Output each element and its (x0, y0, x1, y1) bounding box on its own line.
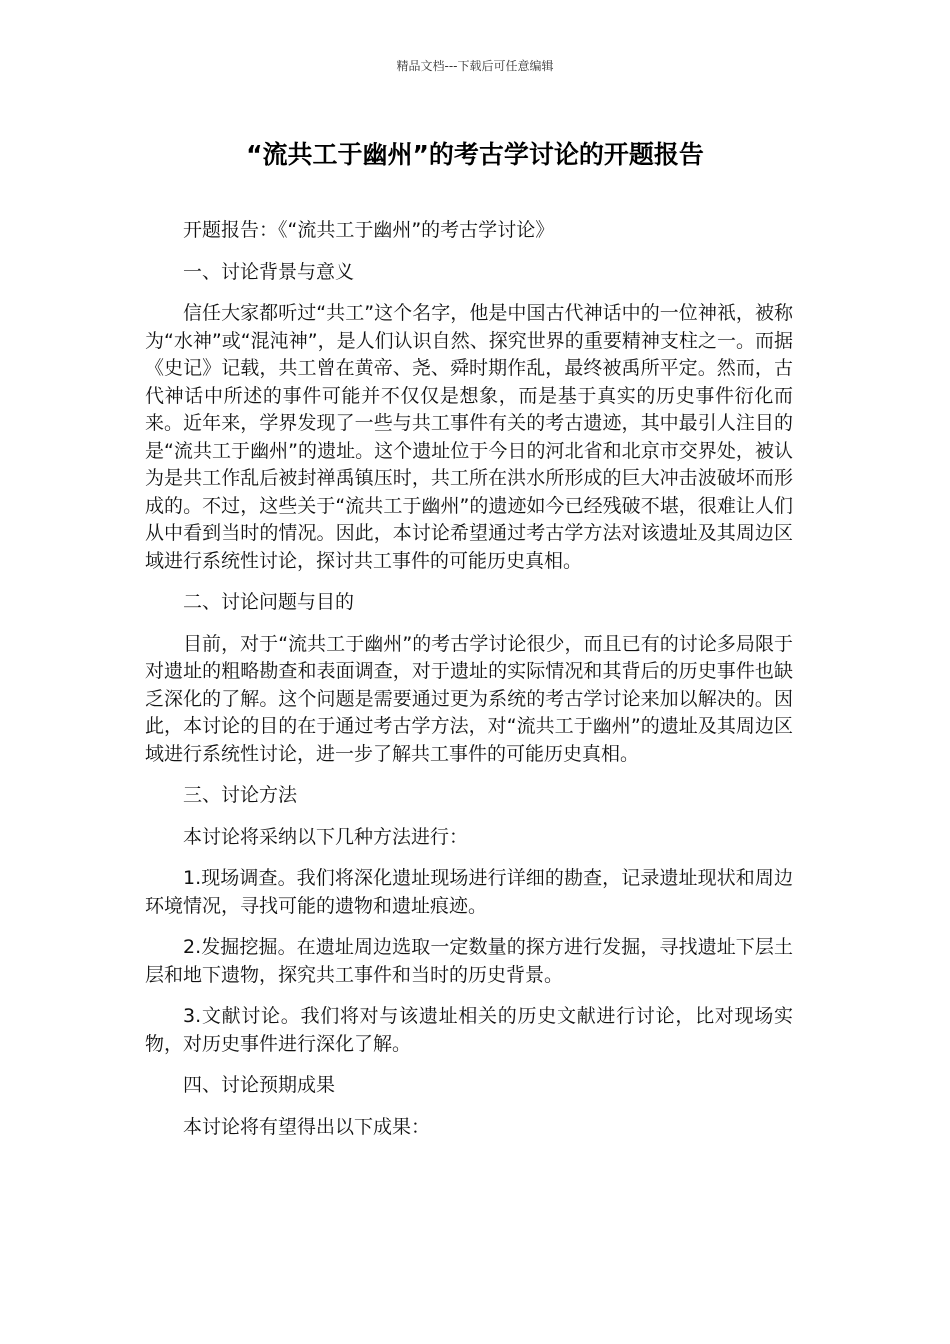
section-heading-background: 一、讨论背景与意义 (183, 260, 355, 283)
section-heading-methods: 三、讨论方法 (183, 784, 298, 806)
paragraph-outcomes: 本讨论将有望得出以下成果： (183, 1115, 431, 1138)
paragraph-methods-intro: 本讨论将采纳以下几种方法进行： (183, 825, 469, 848)
paragraph-method-excavation: 2.发掘挖掘。在遗址周边选取一定数量的探方进行发掘，寻找遗址下层土层和地下遗物，探究共工事件和当时的历史背景。 (145, 936, 793, 986)
report-subtitle: 开题报告：《“流共工于幽州”的考古学讨论》 (183, 219, 555, 241)
paragraph-questions: 目前，对于“流共工于幽州”的考古学讨论很少，而且已有的讨论多局限于对遗址的粗略勘查和表面调查，对于遗址的实际情况和其背后的历史事件也缺乏深化的了解。这个问题是需要通过更为系统的考古学讨论来加以解决的。因此，本讨论的目的在于通过考古学方法，对“流共工于幽州”的遗址及其周边区域进行系统性讨论，进一步了解共工事件的可能历史真相。 (145, 632, 793, 765)
document-body (145, 217, 793, 1155)
paragraph-background: 信任大家都听过“共工”这个名字，他是中国古代神话中的一位神祇，被称为“水神”或“混沌神”，是人们认识自然、探究世界的重要精神支柱之一。而据《史记》记载，共工曾在黄帝、尧、舜时期作乱，最终被禹所平定。然而，古代神话中所述的事件可能并不仅仅是想象，而是基于真实的历史事件衍化而来。近年来，学界发现了一些与共工事件有关的考古遗迹，其中最引人注目的是“流共工于幽州”的遗址。这个遗址位于今日的河北省和北京市交界处，被认为是共工作乱后被封禅禹镇压时，共工所在洪水所形成的巨大冲击波破坏而形成的。不过，这些关于“流共工于幽州”的遗迹如今已经残破不堪，很难让人们从中看到当时的情况。因此，本讨论希望通过考古学方法对该遗址及其周边区域进行系统性讨论，探讨共工事件的可能历史真相。 (145, 302, 793, 572)
section-heading-questions: 二、讨论问题与目的 (183, 591, 355, 613)
section-heading-outcomes: 四、讨论预期成果 (183, 1074, 336, 1096)
page-header: 精品文档---下载后可任意编辑 (396, 59, 554, 73)
paragraph-method-literature: 3.文献讨论。我们将对与该遗址相关的历史文献进行讨论，比对现场实物，对历史事件进行深化了解。 (145, 1005, 793, 1055)
document-title: “流共工于幽州”的考古学讨论的开题报告 (246, 140, 704, 169)
paragraph-method-field-survey: 1.现场调查。我们将深化遗址现场进行详细的勘查，记录遗址现状和周边环境情况，寻找可能的遗物和遗址痕迹。 (145, 867, 793, 917)
